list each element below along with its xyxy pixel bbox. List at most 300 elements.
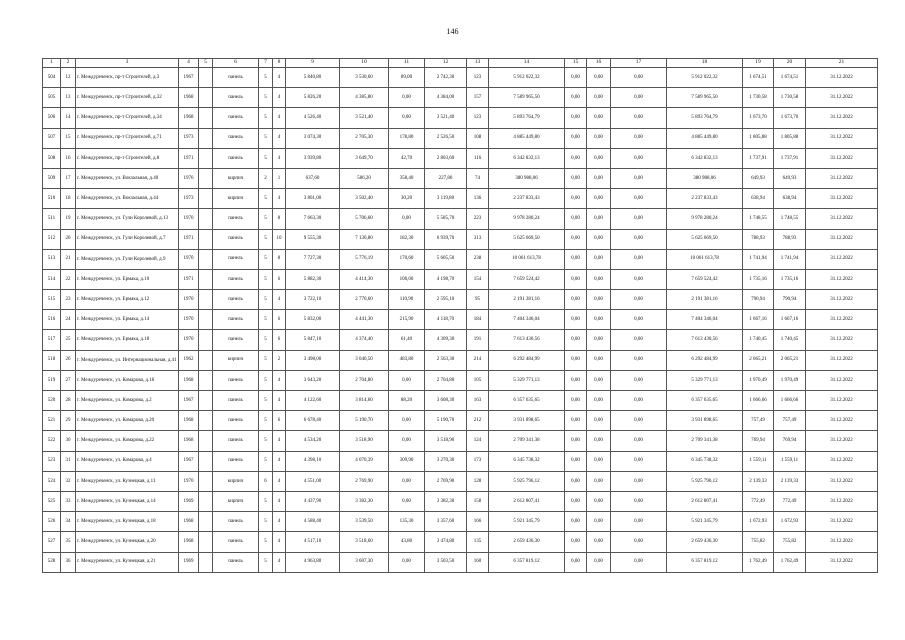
nonliving-area-cell: 178,80 xyxy=(389,128,425,148)
address-cell: г. Междуреченск, ул. Кузнецкая, д.20 xyxy=(76,532,179,552)
row-number-cell: 506 xyxy=(43,108,61,128)
cost-per-m2-cell: 1 762,49 xyxy=(743,552,774,572)
floors-cell: 5 xyxy=(259,370,273,390)
value-cell: 0,00 xyxy=(611,88,667,108)
value-cell: 0,00 xyxy=(565,512,587,532)
row-index-cell: 14 xyxy=(61,108,76,128)
entrances-cell: 8 xyxy=(273,249,286,269)
entrances-cell: 4 xyxy=(273,512,286,532)
floors-cell: 5 xyxy=(259,88,273,108)
cost-per-m2-cell: 772,49 xyxy=(743,491,774,511)
living-area-cell: 3 518,90 xyxy=(340,431,389,451)
empty-cell xyxy=(199,532,213,552)
value-cell: 0,00 xyxy=(587,512,611,532)
nonliving-area-cell: 358,40 xyxy=(389,168,425,188)
living-area-cell: 2 770,60 xyxy=(340,290,389,310)
date-cell: 31.12.2022 xyxy=(806,451,878,471)
row-index-cell: 13 xyxy=(61,88,76,108)
empty-cell xyxy=(199,391,213,411)
row-index-cell: 18 xyxy=(61,189,76,209)
table-row xyxy=(43,108,878,128)
entrances-cell: 4 xyxy=(273,189,286,209)
residents-cell: 95 xyxy=(467,290,489,310)
max-cost-per-m2-cell: 1 667,16 xyxy=(774,310,806,330)
address-cell: г. Междуреченск, ул. Вокзальная, д.40 xyxy=(76,168,179,188)
total-area-cell: 4 437,90 xyxy=(286,491,340,511)
value-cell: 0,00 xyxy=(587,370,611,390)
cost-cell: 7 404 346,04 xyxy=(489,310,565,330)
row-index-cell: 23 xyxy=(61,290,76,310)
address-cell: г. Междуреченск, ул. Комарова, д.20 xyxy=(76,411,179,431)
nonliving-area-cell: 0,00 xyxy=(389,411,425,431)
table-row xyxy=(43,552,878,572)
value-cell: 0,00 xyxy=(611,189,667,209)
value-cell: 0,00 xyxy=(587,310,611,330)
living-area-cell: 4 414,30 xyxy=(340,269,389,289)
entrances-cell: 4 xyxy=(273,532,286,552)
value-cell: 0,00 xyxy=(611,310,667,330)
table-row xyxy=(43,471,878,491)
wall-material-cell: панель xyxy=(213,108,259,128)
wall-material-cell: панель xyxy=(213,310,259,330)
total-area-cell: 4 122,60 xyxy=(286,391,340,411)
residents-cell: 135 xyxy=(467,532,489,552)
floors-cell: 5 xyxy=(259,108,273,128)
row-number-cell: 521 xyxy=(43,411,61,431)
row-number-cell: 517 xyxy=(43,330,61,350)
nonliving-area-cell: 483,80 xyxy=(389,350,425,370)
table-row xyxy=(43,290,878,310)
wall-material-cell: панель xyxy=(213,290,259,310)
nonliving-area-cell: 88,20 xyxy=(389,391,425,411)
empty-cell xyxy=(199,209,213,229)
max-cost-per-m2-cell: 1 735,16 xyxy=(774,269,806,289)
living-area-cell: 4 441,30 xyxy=(340,310,389,330)
cost-per-m2-cell: 1 748,55 xyxy=(743,209,774,229)
row-number-cell: 512 xyxy=(43,229,61,249)
year-cell: 1971 xyxy=(179,269,199,289)
nonliving-area-cell: 215,90 xyxy=(389,310,425,330)
nonliving-area-cell: 135,30 xyxy=(389,512,425,532)
max-cost-per-m2-cell: 755,82 xyxy=(774,532,806,552)
column-header: 9 xyxy=(286,59,340,68)
living-area-cell: 3 382,30 xyxy=(340,491,389,511)
row-index-cell: 17 xyxy=(61,168,76,188)
date-cell: 31.12.2022 xyxy=(806,552,878,572)
date-cell: 31.12.2022 xyxy=(806,512,878,532)
row-index-cell: 29 xyxy=(61,411,76,431)
common-area-cell: 3 119,80 xyxy=(425,189,467,209)
row-index-cell: 24 xyxy=(61,310,76,330)
wall-material-cell: кирпич xyxy=(213,168,259,188)
total-area-cell: 4 398,10 xyxy=(286,451,340,471)
value-cell: 0,00 xyxy=(565,209,587,229)
entrances-cell: 4 xyxy=(273,290,286,310)
entrances-cell: 4 xyxy=(273,148,286,168)
year-cell: 1967 xyxy=(179,391,199,411)
max-cost-per-m2-cell: 769,94 xyxy=(774,431,806,451)
row-index-cell: 33 xyxy=(61,491,76,511)
entrances-cell: 4 xyxy=(273,552,286,572)
total-cost-cell: 5 912 022,32 xyxy=(667,68,743,88)
date-cell: 31.12.2022 xyxy=(806,471,878,491)
column-header: 4 xyxy=(179,59,199,68)
floors-cell: 5 xyxy=(259,189,273,209)
empty-cell xyxy=(199,249,213,269)
value-cell: 0,00 xyxy=(587,108,611,128)
year-cell: 1970 xyxy=(179,330,199,350)
row-index-cell: 25 xyxy=(61,330,76,350)
cost-cell: 7 613 430,56 xyxy=(489,330,565,350)
residents-cell: 123 xyxy=(467,68,489,88)
entrances-cell: 4 xyxy=(273,128,286,148)
column-header: 10 xyxy=(340,59,389,68)
value-cell: 0,00 xyxy=(611,512,667,532)
year-cell: 1967 xyxy=(179,451,199,471)
year-cell: 1971 xyxy=(179,148,199,168)
date-cell: 31.12.2022 xyxy=(806,108,878,128)
nonliving-area-cell: 30,20 xyxy=(389,189,425,209)
row-index-cell: 12 xyxy=(61,68,76,88)
year-cell: 1968 xyxy=(179,512,199,532)
cost-per-m2-cell: 649,93 xyxy=(743,168,774,188)
max-cost-per-m2-cell: 788,93 xyxy=(774,229,806,249)
nonliving-area-cell: 0,00 xyxy=(389,88,425,108)
total-area-cell: 4 517,10 xyxy=(286,532,340,552)
table-row xyxy=(43,350,878,370)
nonliving-area-cell: 0,00 xyxy=(389,491,425,511)
cost-per-m2-cell: 1 673,70 xyxy=(743,108,774,128)
wall-material-cell: панель xyxy=(213,532,259,552)
row-index-cell: 20 xyxy=(61,229,76,249)
max-cost-per-m2-cell: 638,94 xyxy=(774,189,806,209)
value-cell: 0,00 xyxy=(611,108,667,128)
living-area-cell: 3 521,40 xyxy=(340,108,389,128)
row-number-cell: 510 xyxy=(43,189,61,209)
date-cell: 31.12.2022 xyxy=(806,68,878,88)
value-cell: 0,00 xyxy=(565,330,587,350)
value-cell: 0,00 xyxy=(611,411,667,431)
date-cell: 31.12.2022 xyxy=(806,168,878,188)
date-cell: 31.12.2022 xyxy=(806,128,878,148)
max-cost-per-m2-cell: 1 730,58 xyxy=(774,88,806,108)
value-cell: 0,00 xyxy=(611,148,667,168)
column-header: 18 xyxy=(667,59,743,68)
value-cell: 0,00 xyxy=(587,391,611,411)
common-area-cell: 4 384,00 xyxy=(425,88,467,108)
cost-cell: 2 237 833,43 xyxy=(489,189,565,209)
table-row xyxy=(43,88,878,108)
common-area-cell: 2 704,80 xyxy=(425,370,467,390)
floors-cell: 5 xyxy=(259,68,273,88)
living-area-cell: 3 539,50 xyxy=(340,512,389,532)
table-row xyxy=(43,229,878,249)
cost-cell: 2 659 436,30 xyxy=(489,532,565,552)
max-cost-per-m2-cell: 1 737,91 xyxy=(774,148,806,168)
wall-material-cell: панель xyxy=(213,451,259,471)
living-area-cell: 3 649,70 xyxy=(340,148,389,168)
floors-cell: 5 xyxy=(259,269,273,289)
total-cost-cell: 7 613 430,56 xyxy=(667,330,743,350)
table-body xyxy=(43,68,878,573)
row-index-cell: 22 xyxy=(61,269,76,289)
row-number-cell: 509 xyxy=(43,168,61,188)
max-cost-per-m2-cell: 1 673,70 xyxy=(774,108,806,128)
address-cell: г. Междуреченск, пр-т Строителей, д.32 xyxy=(76,88,179,108)
residents-cell: 157 xyxy=(467,88,489,108)
row-index-cell: 32 xyxy=(61,471,76,491)
table-row xyxy=(43,330,878,350)
column-header: 19 xyxy=(743,59,774,68)
cost-cell: 5 329 771,13 xyxy=(489,370,565,390)
residents-cell: 166 xyxy=(467,512,489,532)
cost-per-m2-cell: 1 740,45 xyxy=(743,330,774,350)
wall-material-cell: панель xyxy=(213,88,259,108)
cost-cell: 2 191 381,16 xyxy=(489,290,565,310)
empty-cell xyxy=(199,290,213,310)
address-cell: г. Междуреченск, ул. Интернациональная, д.41 xyxy=(76,350,179,370)
residents-cell: 108 xyxy=(467,128,489,148)
value-cell: 0,00 xyxy=(565,350,587,370)
nonliving-area-cell: 0,00 xyxy=(389,370,425,390)
total-area-cell: 3 801,00 xyxy=(286,189,340,209)
date-cell: 31.12.2022 xyxy=(806,249,878,269)
floors-cell: 5 xyxy=(259,350,273,370)
cost-cell: 7 659 524,42 xyxy=(489,269,565,289)
value-cell: 0,00 xyxy=(565,168,587,188)
address-cell: г. Междуреченск, ул. Комарова, д.18 xyxy=(76,370,179,390)
value-cell: 0,00 xyxy=(587,209,611,229)
wall-material-cell: кирпич xyxy=(213,350,259,370)
wall-material-cell: панель xyxy=(213,431,259,451)
cost-per-m2-cell: 757,49 xyxy=(743,411,774,431)
total-cost-cell: 2 237 833,43 xyxy=(667,189,743,209)
date-cell: 31.12.2022 xyxy=(806,431,878,451)
year-cell: 1968 xyxy=(179,370,199,390)
column-header: 7 xyxy=(259,59,273,68)
living-area-cell: 2 704,80 xyxy=(340,370,389,390)
date-cell: 31.12.2022 xyxy=(806,148,878,168)
living-area-cell: 2 705,30 xyxy=(340,128,389,148)
empty-cell xyxy=(199,68,213,88)
residents-cell: 223 xyxy=(467,209,489,229)
floors-cell: 5 xyxy=(259,411,273,431)
year-cell: 1968 xyxy=(179,88,199,108)
cost-cell: 5 925 796,12 xyxy=(489,471,565,491)
value-cell: 0,00 xyxy=(565,290,587,310)
date-cell: 31.12.2022 xyxy=(806,411,878,431)
column-header: 8 xyxy=(273,59,286,68)
floors-cell: 5 xyxy=(259,532,273,552)
column-header: 15 xyxy=(565,59,587,68)
value-cell: 0,00 xyxy=(611,391,667,411)
address-cell: г. Междуреченск, ул. Вокзальная, д.44 xyxy=(76,189,179,209)
wall-material-cell: панель xyxy=(213,330,259,350)
value-cell: 0,00 xyxy=(587,411,611,431)
total-area-cell: 6 678,40 xyxy=(286,411,340,431)
value-cell: 0,00 xyxy=(565,310,587,330)
common-area-cell: 6 939,70 xyxy=(425,229,467,249)
column-header: 21 xyxy=(806,59,878,68)
address-cell: г. Междуреченск, ул. Гули Королевой, д.9 xyxy=(76,249,179,269)
address-cell: г. Междуреченск, ул. Комарова, д.22 xyxy=(76,431,179,451)
residents-cell: 124 xyxy=(467,431,489,451)
max-cost-per-m2-cell: 1 740,45 xyxy=(774,330,806,350)
year-cell: 1968 xyxy=(179,411,199,431)
floors-cell: 5 xyxy=(259,128,273,148)
entrances-cell: 6 xyxy=(273,411,286,431)
nonliving-area-cell: 0,00 xyxy=(389,431,425,451)
common-area-cell: 5 605,50 xyxy=(425,249,467,269)
total-area-cell: 4 526,40 xyxy=(286,108,340,128)
empty-cell xyxy=(199,512,213,532)
address-cell: г. Междуреченск, пр-т Строителей, д.34 xyxy=(76,108,179,128)
living-area-cell: 586,20 xyxy=(340,168,389,188)
nonliving-area-cell: 170,60 xyxy=(389,249,425,269)
empty-cell xyxy=(199,148,213,168)
cost-cell: 9 978 280,24 xyxy=(489,209,565,229)
common-area-cell: 2 742,30 xyxy=(425,68,467,88)
date-cell: 31.12.2022 xyxy=(806,310,878,330)
value-cell: 0,00 xyxy=(611,290,667,310)
date-cell: 31.12.2022 xyxy=(806,269,878,289)
row-number-cell: 504 xyxy=(43,68,61,88)
nonliving-area-cell: 309,90 xyxy=(389,451,425,471)
total-area-cell: 5 847,10 xyxy=(286,330,340,350)
common-area-cell: 3 608,30 xyxy=(425,391,467,411)
row-number-cell: 522 xyxy=(43,431,61,451)
column-header: 6 xyxy=(213,59,259,68)
cost-per-m2-cell: 1 737,91 xyxy=(743,148,774,168)
floors-cell: 5 xyxy=(259,552,273,572)
address-cell: г. Междуреченск, ул. Кузнецкая, д.21 xyxy=(76,552,179,572)
living-area-cell: 3 530,60 xyxy=(340,68,389,88)
entrances-cell: 6 xyxy=(273,310,286,330)
date-cell: 31.12.2022 xyxy=(806,491,878,511)
value-cell: 0,00 xyxy=(587,88,611,108)
common-area-cell: 4 309,30 xyxy=(425,330,467,350)
value-cell: 0,00 xyxy=(565,148,587,168)
total-area-cell: 7 727,30 xyxy=(286,249,340,269)
wall-material-cell: панель xyxy=(213,209,259,229)
cost-cell: 6 357 635,65 xyxy=(489,391,565,411)
value-cell: 0,00 xyxy=(565,491,587,511)
value-cell: 0,00 xyxy=(611,209,667,229)
cost-per-m2-cell: 1 674,51 xyxy=(743,68,774,88)
empty-cell xyxy=(199,491,213,511)
address-cell: г. Междуреченск, ул. Кузнецкая, д.14 xyxy=(76,491,179,511)
address-cell: г. Междуреченск, ул. Ермака, д.14 xyxy=(76,310,179,330)
max-cost-per-m2-cell: 1 762,49 xyxy=(774,552,806,572)
year-cell: 1962 xyxy=(179,350,199,370)
cost-per-m2-cell: 1 730,58 xyxy=(743,88,774,108)
empty-cell xyxy=(199,189,213,209)
cost-cell: 6 345 738,32 xyxy=(489,451,565,471)
residents-cell: 105 xyxy=(467,370,489,390)
value-cell: 0,00 xyxy=(611,330,667,350)
nonliving-area-cell: 43,80 xyxy=(389,532,425,552)
column-header: 13 xyxy=(467,59,489,68)
row-number-cell: 527 xyxy=(43,532,61,552)
cost-per-m2-cell: 638,94 xyxy=(743,189,774,209)
column-header: 12 xyxy=(425,59,467,68)
date-cell: 31.12.2022 xyxy=(806,290,878,310)
floors-cell: 5 xyxy=(259,451,273,471)
living-area-cell: 5 776,19 xyxy=(340,249,389,269)
value-cell: 0,00 xyxy=(611,68,667,88)
table-row xyxy=(43,168,878,188)
address-cell: г. Междуреченск, ул. Комарова, д.4 xyxy=(76,451,179,471)
empty-cell xyxy=(199,350,213,370)
floors-cell: 2 xyxy=(259,168,273,188)
address-cell: г. Междуреченск, ул. Кузнецкая, д.11 xyxy=(76,471,179,491)
residents-cell: 173 xyxy=(467,451,489,471)
entrances-cell: 6 xyxy=(273,330,286,350)
living-area-cell: 3 518,60 xyxy=(340,532,389,552)
year-cell: 1970 xyxy=(179,471,199,491)
nonliving-area-cell: 0,00 xyxy=(389,471,425,491)
date-cell: 31.12.2022 xyxy=(806,370,878,390)
row-index-cell: 31 xyxy=(61,451,76,471)
row-number-cell: 528 xyxy=(43,552,61,572)
nonliving-area-cell: 106,00 xyxy=(389,269,425,289)
living-area-cell: 3 502,40 xyxy=(340,189,389,209)
residents-cell: 123 xyxy=(467,108,489,128)
cost-per-m2-cell: 788,93 xyxy=(743,229,774,249)
entrances-cell: 4 xyxy=(273,491,286,511)
residents-cell: 212 xyxy=(467,411,489,431)
common-area-cell: 227,80 xyxy=(425,168,467,188)
max-cost-per-m2-cell: 1 748,55 xyxy=(774,209,806,229)
value-cell: 0,00 xyxy=(587,350,611,370)
total-cost-cell: 380 988,06 xyxy=(667,168,743,188)
table-row xyxy=(43,391,878,411)
max-cost-per-m2-cell: 649,93 xyxy=(774,168,806,188)
wall-material-cell: панель xyxy=(213,269,259,289)
floors-cell: 5 xyxy=(259,310,273,330)
column-header: 11 xyxy=(389,59,425,68)
cost-per-m2-cell: 1 735,16 xyxy=(743,269,774,289)
common-area-cell: 2 563,30 xyxy=(425,350,467,370)
residents-cell: 154 xyxy=(467,269,489,289)
row-index-cell: 34 xyxy=(61,512,76,532)
floors-cell: 5 xyxy=(259,431,273,451)
floors-cell: 5 xyxy=(259,229,273,249)
value-cell: 0,00 xyxy=(565,88,587,108)
table-row xyxy=(43,269,878,289)
year-cell: 1968 xyxy=(179,532,199,552)
row-index-cell: 19 xyxy=(61,209,76,229)
year-cell: 1970 xyxy=(179,249,199,269)
column-header: 3 xyxy=(76,59,179,68)
floors-cell: 5 xyxy=(259,249,273,269)
total-area-cell: 9 555,30 xyxy=(286,229,340,249)
value-cell: 0,00 xyxy=(587,471,611,491)
wall-material-cell: панель xyxy=(213,68,259,88)
row-number-cell: 524 xyxy=(43,471,61,491)
max-cost-per-m2-cell: 1 672,93 xyxy=(774,512,806,532)
value-cell: 0,00 xyxy=(565,431,587,451)
value-cell: 0,00 xyxy=(587,68,611,88)
value-cell: 0,00 xyxy=(587,168,611,188)
residents-cell: 160 xyxy=(467,552,489,572)
nonliving-area-cell: 0,00 xyxy=(389,552,425,572)
entrances-cell: 8 xyxy=(273,209,286,229)
common-area-cell: 2 526,50 xyxy=(425,128,467,148)
wall-material-cell: панель xyxy=(213,370,259,390)
living-area-cell: 3 607,30 xyxy=(340,552,389,572)
value-cell: 0,00 xyxy=(587,269,611,289)
